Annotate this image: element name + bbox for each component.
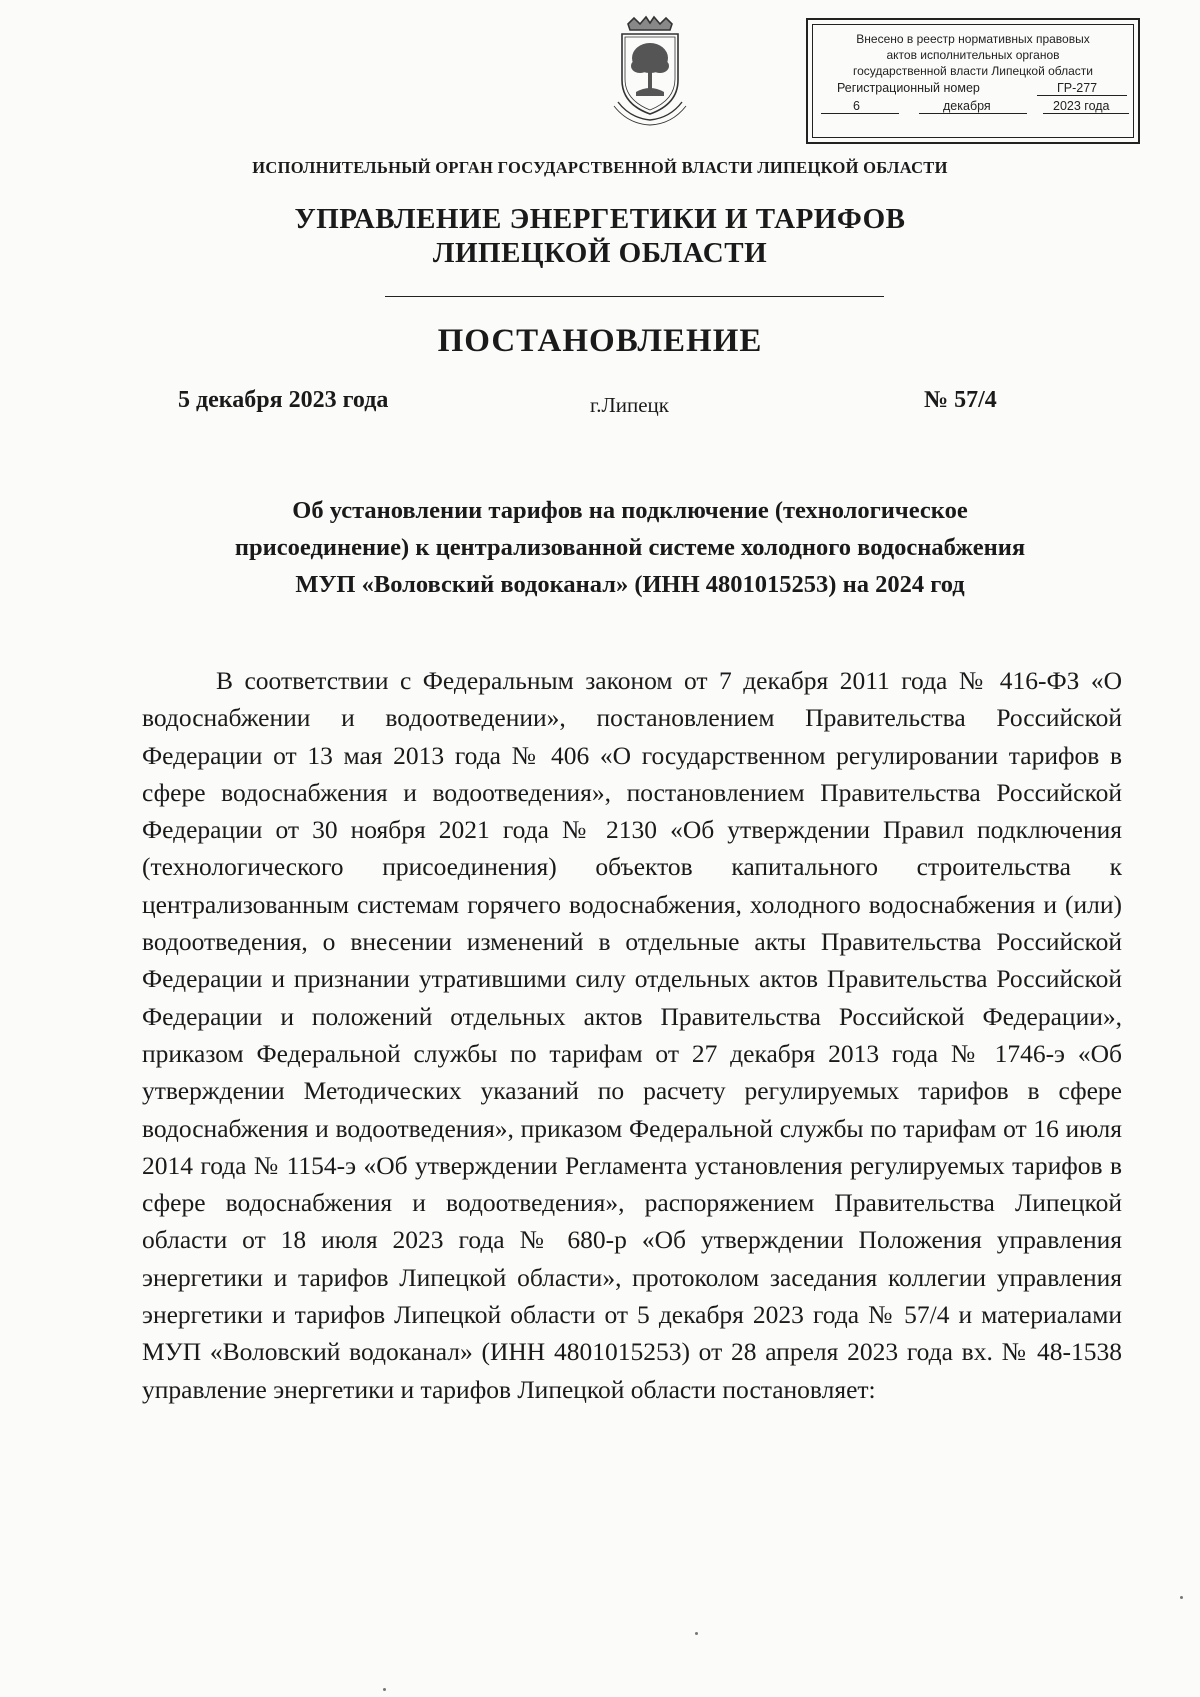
body-paragraph: В соответствии с Федеральным законом от 7 декабря 2011 года № 416-ФЗ «О водоснабжении и водоотведении», постановлением Правительства Российской Федерации от 13 мая 2013 года № 406 «О государственном регулировании тарифов в сфере водоснабжения и водоотведения», постановлением Правительства Российской Федерации от 30 ноября 2021 года № 2130 «Об утверждении Правил подключения (технологического присоединения) объектов капитального строительства к централизованным системам горячего водоснабжения, холодного водоснабжения и (или) водоотведения, о внесении изменений в отдельные акты Правительства Российской Федерации и признании утратившими силу отдельных актов Правительства Российской Федерации и положений отдельных актов Правительства Российской Федерации», приказом Федеральной службы по тарифам от 27 декабря 2013 года № 1746-э «Об утверждении Методических указаний по расчету регулируемых тарифов в сфере водоснабжения и водоотведения», приказом Федеральной службы по тарифам от 16 июля 2014 года № 1154-э «Об утверждении Регламента установления регулируемых тарифов в сфере водоснабжения и водоотведения», распоряжением Правительства Липецкой области от 18 июля 2023 года № 680-р «Об утверждении Положения управления энергетики и тарифов Липецкой области», протоколом заседания коллегии управления энергетики и тарифов Липецкой области от 5 декабря 2023 года № 57/4 и материалами МУП «Воловский водоканал» (ИНН 4801015253) от 28 апреля 2023 года вх. № 48-1538 управление энергетики и тарифов Липецкой области постановляет: [142,666,1122,1404]
document-city: г.Липецк [590,393,669,417]
department-name [0,202,1200,270]
stamp-day: 6 [853,99,860,113]
coat-of-arms-emblem [608,14,692,126]
stamp-line-3: государственной власти Липецкой области [852,64,1094,78]
document-number: № 57/4 [924,387,997,413]
department-line-1: УПРАВЛЕНИЕ ЭНЕРГЕТИКИ И ТАРИФОВ [294,203,906,235]
title-line-3: МУП «Воловский водоканал» (ИНН 4801015253) на 2024 год [295,571,965,598]
stamp-line-1: Внесено в реестр нормативных правовых [856,32,1090,46]
stamp-year: 2023 года [1053,99,1110,113]
scan-speck [1180,1596,1183,1599]
document-date: 5 декабря 2023 года [178,387,389,413]
stamp-month: декабря [943,99,991,113]
stamp-day-underline [821,97,899,114]
header-divider [385,296,884,297]
document-title [130,492,1130,603]
stamp-reg-label: Регистрационный номер [837,81,980,95]
title-line-2: присоединение) к централизованной системе холодного водоснабжения [234,534,1026,561]
stamp-date-row [813,97,1133,115]
title-line-1: Об установлении тарифов на подключение (технологическое [292,497,968,524]
document-type: ПОСТАНОВЛЕНИЕ [437,323,763,359]
stamp-reg-number: ГР-277 [1057,81,1098,95]
scan-speck [383,1688,386,1691]
department-line-2: ЛИПЕЦКОЙ ОБЛАСТИ [432,237,768,269]
scan-speck [695,1632,698,1635]
organization-name: ИСПОЛНИТЕЛЬНЫЙ ОРГАН ГОСУДАРСТВЕННОЙ ВЛАСТИ ЛИПЕЦКОЙ ОБЛАСТИ [252,158,948,177]
stamp-reg-row [813,79,1133,97]
stamp-line-2: актов исполнительных органов [886,48,1060,62]
registration-stamp [806,18,1140,144]
